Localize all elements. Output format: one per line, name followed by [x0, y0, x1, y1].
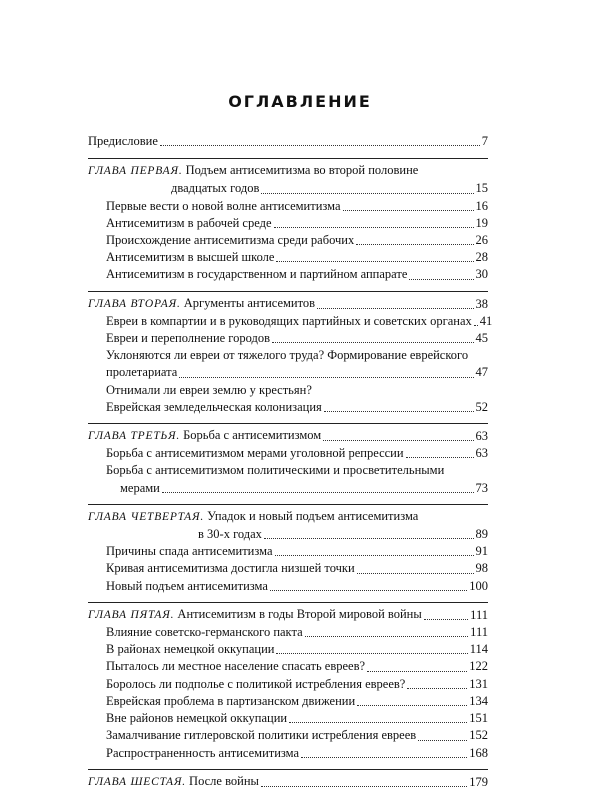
chapter-title-line2: двадцатых годов — [171, 181, 260, 196]
chapter-1 — [88, 158, 488, 283]
toc-entry-line2: мерами — [120, 480, 160, 495]
toc-page-number: 111 — [470, 625, 488, 640]
toc-entry[interactable] — [88, 266, 488, 283]
toc-entry[interactable] — [88, 745, 488, 762]
toc-entry-text: Предисловие — [88, 134, 158, 148]
toc-page-number: 38 — [475, 296, 488, 311]
toc-entry-line1: Уклоняются ли евреи от тяжелого труда? Формирование еврейского — [106, 348, 469, 363]
chapter-label: ГЛАВА ЧЕТВЕРТАЯ. — [88, 510, 205, 523]
toc-entry[interactable] — [88, 658, 488, 675]
toc-page-number: 28 — [475, 250, 488, 265]
toc-page-number: 151 — [469, 711, 488, 726]
toc-page-number: 7 — [481, 134, 488, 148]
toc-entry[interactable] — [88, 232, 488, 249]
toc-entry-text: Борьба с антисемитизмом мерами уголовной репрессии — [106, 446, 404, 461]
toc-page-number: 131 — [469, 676, 488, 691]
dot-leader — [261, 786, 467, 787]
toc-entry-text: Влияние советско-германского пакта — [106, 625, 303, 640]
dot-leader — [289, 722, 467, 723]
toc-entry[interactable] — [88, 330, 488, 347]
toc-entry-text: Вне районов немецкой оккупации — [106, 711, 288, 726]
chapter-3 — [88, 423, 488, 497]
toc-page-number: 89 — [475, 527, 488, 542]
dot-leader — [409, 279, 473, 280]
toc-page-number: 52 — [475, 399, 488, 414]
chapter-heading[interactable] — [88, 295, 488, 313]
toc-page-number: 26 — [475, 233, 488, 248]
toc-entry-text: Распространенность антисемитизма — [106, 745, 300, 760]
dot-leader — [317, 308, 473, 309]
dot-leader — [356, 244, 473, 245]
dot-leader — [160, 145, 480, 146]
toc-entry[interactable] — [88, 641, 488, 658]
toc-entry-text: Первые вести о новой волне антисемитизма — [106, 198, 341, 213]
dot-leader — [274, 227, 474, 228]
dot-leader — [407, 688, 467, 689]
chapter-heading[interactable] — [88, 162, 488, 197]
toc-entry-line2: пролетариата — [106, 365, 178, 380]
dot-leader — [305, 636, 469, 637]
toc-entry[interactable] — [88, 313, 493, 330]
toc-entry-text: Еврейская проблема в партизанском движении — [106, 693, 356, 708]
dot-leader — [343, 210, 474, 211]
dot-leader — [270, 590, 467, 591]
chapter-6 — [88, 769, 488, 791]
dot-leader — [357, 573, 474, 574]
toc-page-number: 63 — [475, 446, 488, 461]
chapter-title: После войны — [189, 773, 259, 788]
toc-entry-text: Антисемитизм в высшей школе — [106, 250, 275, 265]
dot-leader — [179, 377, 473, 378]
chapter-5 — [88, 602, 488, 762]
toc-page-number: 91 — [475, 544, 488, 559]
toc-entry-line2: Еврейская земледельческая колонизация — [106, 399, 322, 414]
toc-page-number: 63 — [475, 429, 488, 444]
dot-leader — [324, 411, 474, 412]
dot-leader — [261, 193, 473, 194]
toc-entry[interactable] — [88, 543, 488, 560]
dot-leader — [406, 457, 474, 458]
chapter-label: ГЛАВА ШЕСТАЯ. — [88, 775, 186, 788]
page-title: ОГЛАВЛЕНИЕ — [228, 92, 372, 111]
dot-leader — [276, 261, 473, 262]
toc-entry-text: Пыталось ли местное население спасать евреев? — [106, 659, 366, 674]
table-of-contents — [88, 126, 493, 791]
toc-page-number: 73 — [475, 480, 488, 495]
toc-page-number: 111 — [470, 607, 488, 622]
toc-entry-text: Причины спада антисемитизма — [106, 544, 273, 559]
chapter-4 — [88, 504, 488, 595]
toc-page-number: 30 — [475, 267, 488, 282]
toc-page-number: 15 — [475, 181, 488, 196]
toc-entry-text: Боролось ли подполье с политикой истребления евреев? — [106, 676, 406, 691]
toc-page-number: 152 — [469, 728, 488, 743]
toc-entry-multiline[interactable] — [88, 462, 488, 496]
chapter-title-line1: Упадок и новый подъем антисемитизма — [207, 508, 419, 523]
toc-entry-line1: Отнимали ли евреи землю у крестьян? — [106, 382, 312, 397]
dot-leader — [367, 671, 467, 672]
toc-entry-text: Антисемитизм в рабочей среде — [106, 215, 272, 230]
toc-entry-text: Кривая антисемитизма достигла низшей точки — [106, 561, 355, 576]
chapter-heading[interactable] — [88, 606, 488, 624]
chapter-label: ГЛАВА ВТОРАЯ. — [88, 297, 181, 310]
toc-entry-text: Антисемитизм в государственном и партийном аппарате — [106, 267, 408, 282]
dot-leader — [323, 440, 473, 441]
chapter-title-line2: в 30-х годах — [198, 527, 262, 542]
toc-entry[interactable] — [88, 560, 488, 577]
toc-page-number: 19 — [475, 215, 488, 230]
chapter-title-line1: Подъем антисемитизма во второй половине — [185, 163, 419, 178]
chapter-heading[interactable] — [88, 773, 488, 791]
toc-page-number: 134 — [469, 693, 488, 708]
dot-leader — [357, 705, 467, 706]
dot-leader — [276, 653, 467, 654]
toc-page-number: 114 — [469, 642, 488, 657]
toc-entry-text: Новый подъем антисемитизма — [106, 578, 268, 593]
dot-leader — [424, 619, 468, 620]
toc-entry[interactable] — [88, 710, 488, 727]
toc-entry-text: Происхождение антисемитизма среди рабочих — [106, 233, 355, 248]
toc-page-number: 168 — [469, 745, 488, 760]
toc-page-number: 122 — [469, 659, 488, 674]
dot-leader — [162, 492, 474, 493]
dot-leader — [474, 325, 478, 326]
toc-entry[interactable] — [88, 693, 488, 710]
toc-entry-text: Замалчивание гитлеровской политики истребления евреев — [106, 728, 417, 743]
toc-entry[interactable] — [88, 249, 488, 266]
toc-entry-text: Евреи в компартии и в руководящих партийных и советских органах — [106, 313, 472, 328]
toc-entry[interactable] — [88, 445, 488, 462]
toc-entry-text: В районах немецкой оккупации — [106, 642, 275, 657]
chapter-title: Борьба с антисемитизмом — [183, 428, 322, 443]
toc-entry[interactable] — [88, 676, 488, 693]
toc-entry-multiline[interactable] — [88, 382, 488, 416]
toc-page-number: 100 — [469, 578, 488, 593]
toc-entry-preface[interactable] — [88, 133, 488, 150]
chapter-title: Аргументы антисемитов — [183, 295, 316, 310]
toc-entry-line1: Борьба с антисемитизмом политическими и просветительными — [106, 463, 445, 478]
toc-entry[interactable] — [88, 624, 488, 641]
toc-entry[interactable] — [88, 198, 488, 215]
chapter-title: Антисемитизм в годы Второй мировой войны — [177, 606, 422, 621]
chapter-label: ГЛАВА ПЯТАЯ. — [88, 608, 175, 621]
toc-page-number: 47 — [475, 365, 488, 380]
toc-entry[interactable] — [88, 727, 488, 744]
chapter-label: ГЛАВА ТРЕТЬЯ. — [88, 430, 180, 443]
chapter-label: ГЛАВА ПЕРВАЯ. — [88, 165, 183, 178]
toc-entry[interactable] — [88, 578, 488, 595]
toc-page-number: 41 — [479, 313, 493, 328]
dot-leader — [264, 538, 474, 539]
chapter-heading[interactable] — [88, 427, 488, 445]
toc-entry[interactable] — [88, 215, 488, 232]
toc-page-number: 45 — [475, 331, 488, 346]
toc-page-number: 16 — [475, 198, 488, 213]
chapter-heading[interactable] — [88, 508, 488, 543]
dot-leader — [418, 740, 467, 741]
toc-entry-text: Евреи и переполнение городов — [106, 331, 271, 346]
dot-leader — [272, 342, 473, 343]
toc-entry-multiline[interactable] — [88, 347, 488, 381]
toc-page-number: 98 — [475, 561, 488, 576]
chapter-2 — [88, 291, 493, 416]
dot-leader — [275, 555, 474, 556]
dot-leader — [301, 757, 467, 758]
toc-page-number: 179 — [469, 774, 488, 789]
